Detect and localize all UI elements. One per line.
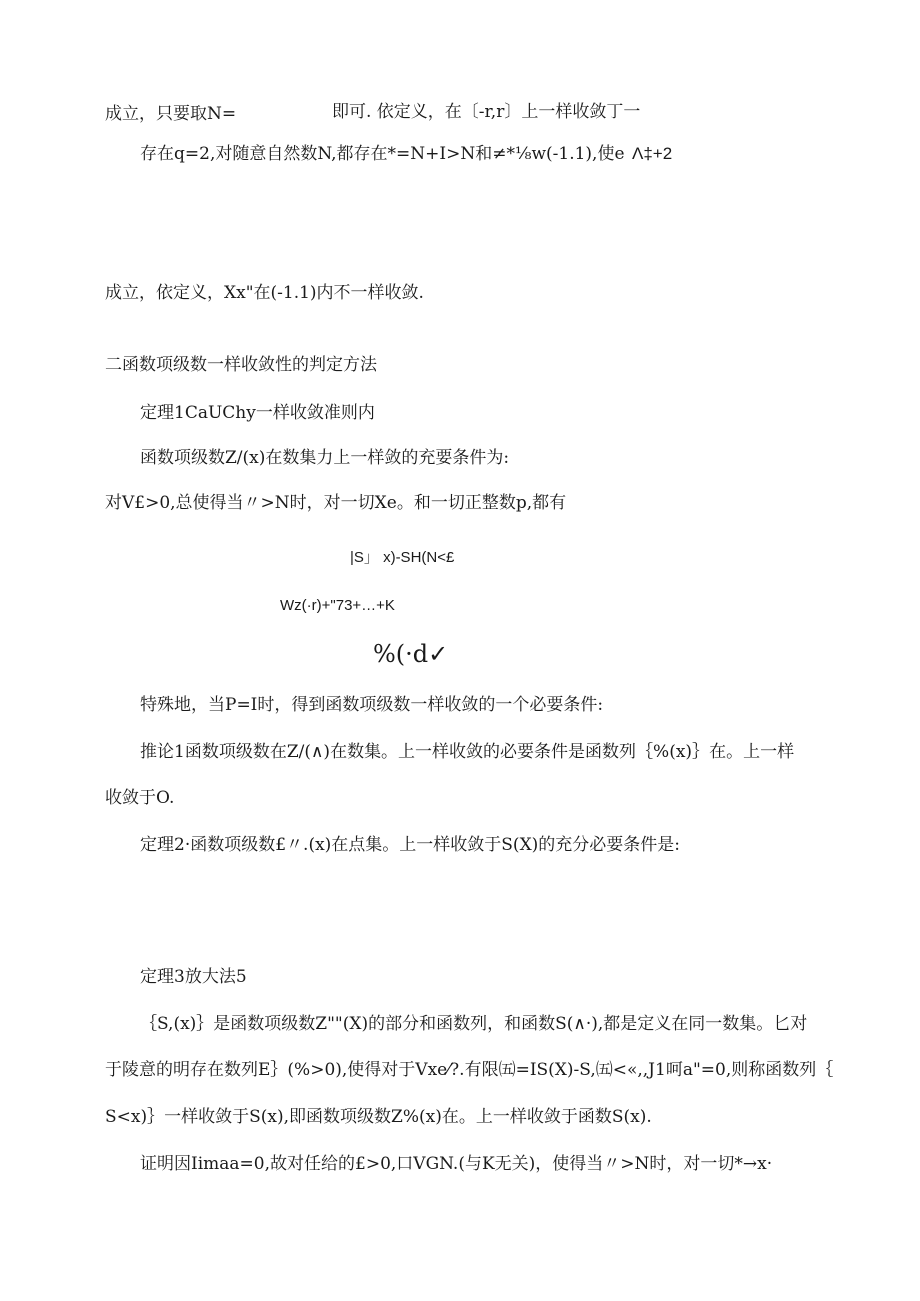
text-line-1a: 成立，只要取N= (105, 104, 237, 124)
proof-line: 证明因Iimaa=0,故对任给的£>0,口VGN.(与K无关)，使得当〃>N时，对一切*→x· (140, 1154, 773, 1174)
theorem-2-line: 定理2·函数项级数£〃.(x)在点集。上一样收敛于S(X)的充分必要条件是: (140, 835, 681, 855)
text-line-14: 于陵意的明存在数列E｝(%>0),使得对于Vxe⁄?.有限㈤=IS(X)-S,㈤<«,,J1呵a"=0,则称函数列｛ (105, 1060, 834, 1080)
text-line-7: 对V£>0,总使得当〃>N时，对一切Xe。和一切正整数p,都有 (105, 493, 567, 513)
theorem-1-title: 定理1CaUChy一样收敛准则内 (140, 403, 375, 423)
text-line-15: S<x)｝一样收敛于S(x),即函数项级数Z%(x)在。上一样收敛于函数S(x). (105, 1107, 652, 1127)
formula-line-3: %(·d✓ (373, 640, 449, 668)
theorem-3-title: 定理3放大法5 (140, 967, 247, 987)
corollary-1-line-cont: 收敛于O. (105, 788, 175, 808)
text-line-2b: Λ‡+2 (632, 144, 673, 163)
formula-line-1: |S」 x)-SH(N<£ (350, 549, 455, 566)
text-line-3: 成立，依定义，Xx"在(-1.1)内不一样收敛. (105, 283, 424, 303)
corollary-1-line: 推论1函数项级数在Z/(∧)在数集。上一样收敛的必要条件是函数列｛%(x)｝在。上一样 (140, 742, 795, 762)
text-line-8: 特殊地，当P=I时，得到函数项级数一样收敛的一个必要条件: (140, 695, 604, 715)
section-heading: 二函数项级数一样收敛性的判定方法 (105, 355, 377, 375)
text-line-13: ｛S,(x)｝是函数项级数Z""(X)的部分和函数列，和函数S(∧·),都是定义在同一数集。匕对 (140, 1014, 808, 1034)
text-line-1b: 即可. 依定义，在〔-r,r〕上一样收敛丁一 (332, 102, 641, 122)
formula-line-2: Wz(·r)+"73+…+K (280, 597, 395, 614)
text-line-2a: 存在q=2,对随意自然数N,都存在*=N+I>N和≠*⅛w(-1.1),使e (140, 144, 625, 164)
text-line-6: 函数项级数Z/(x)在数集力上一样敛的充要条件为: (140, 448, 510, 468)
